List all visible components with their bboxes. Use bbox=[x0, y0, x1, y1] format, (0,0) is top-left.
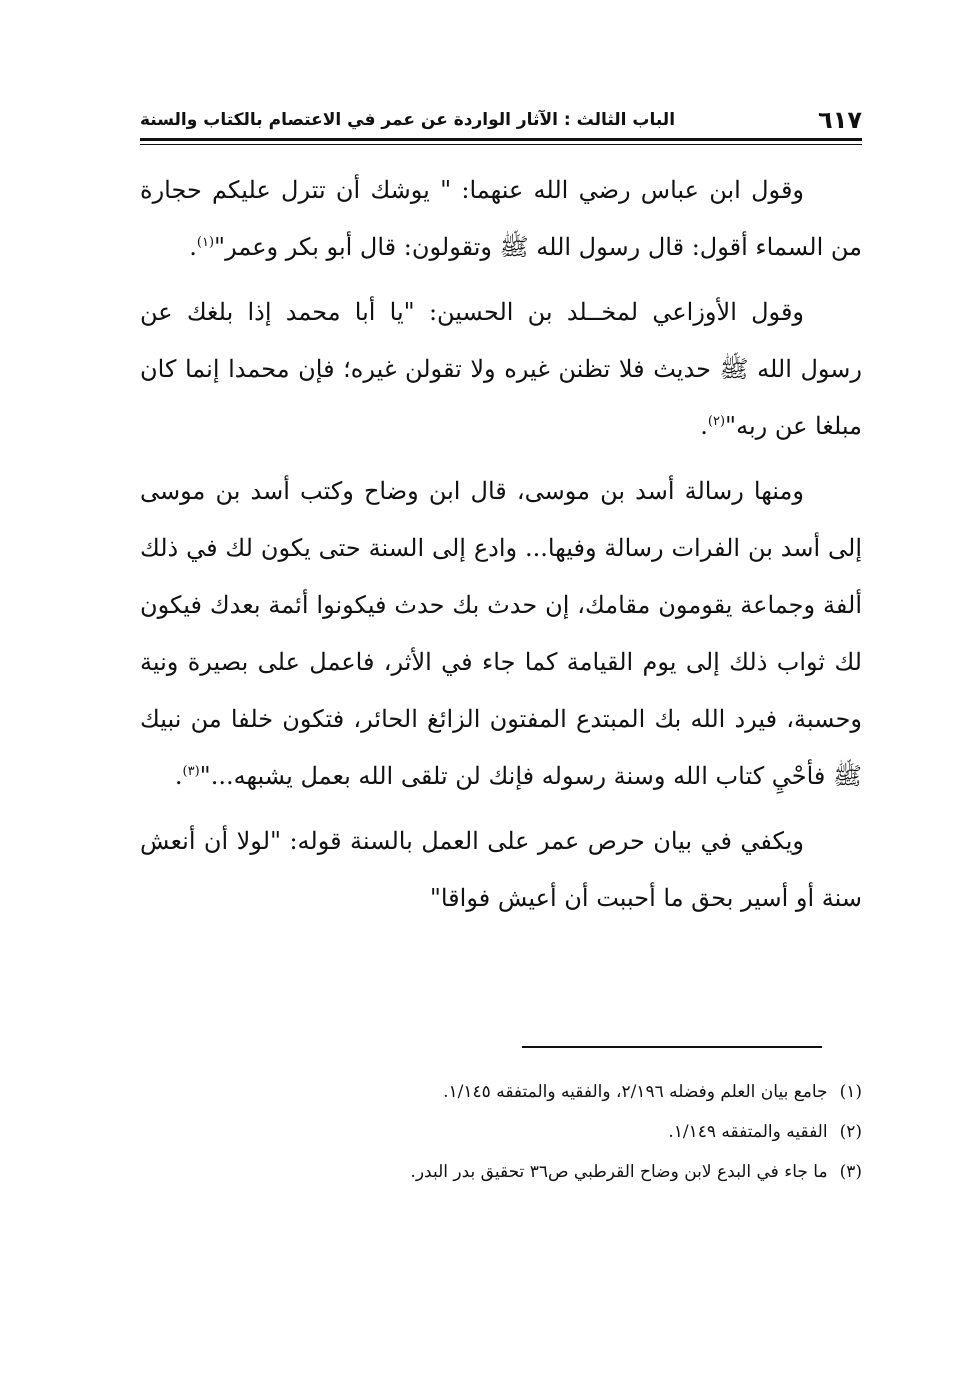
running-title: الباب الثالث : الآثار الواردة عن عمر في الاعتصام بالكتاب والسنة bbox=[140, 110, 676, 130]
header-rule-thin bbox=[140, 144, 862, 145]
paragraph-text: وقول ابن عباس رضي الله عنهما: " يوشك أن تترل عليكم حجارة من السماء أقول: قال رسول الله ﷺ وتقولون: قال أبو بكر وعمر" bbox=[140, 176, 862, 261]
footnote-text: الفقيه والمتفقه ١/١٤٩. bbox=[668, 1122, 828, 1142]
paragraph-end: . bbox=[700, 412, 708, 440]
paragraph-end: . bbox=[189, 233, 197, 261]
page-header bbox=[140, 94, 862, 136]
footnote-number: (٢) bbox=[839, 1122, 862, 1142]
paragraph bbox=[140, 284, 862, 455]
footnote-text: جامع بيان العلم وفضله ٢/١٩٦، والفقيه والمتفقه ١/١٤٥. bbox=[443, 1082, 828, 1102]
footnote-text: ما جاء في البدع لابن وضاح القرطبي ص٣٦ تحقيق بدر البدر. bbox=[410, 1162, 828, 1182]
footnote-separator bbox=[522, 1046, 822, 1048]
paragraph bbox=[140, 162, 862, 276]
footnote-item bbox=[140, 1072, 862, 1112]
main-text bbox=[140, 162, 862, 935]
header-rule-thick bbox=[140, 138, 862, 141]
footnote-number: (٣) bbox=[839, 1162, 862, 1182]
paragraph bbox=[140, 463, 862, 805]
footnote-item bbox=[140, 1152, 862, 1192]
footnote-item bbox=[140, 1112, 862, 1152]
paragraph-text: ويكفي في بيان حرص عمر على العمل بالسنة قوله: "لولا أن أنعش سنة أو أسير بحق ما أحببت أن أعيش فواقا" bbox=[140, 827, 862, 912]
paragraph-text: ومنها رسالة أسد بن موسى، قال ابن وضاح وكتب أسد بن موسى إلى أسد بن الفرات رسالة وفيها... وادع إلى السنة حتى يكون لك في ذلك ألفة وجماعة يقومون مقامك، إن حدث بك حدث فيكونوا أئمة بعدك فيكون لك ثواب ذلك إلى يوم القيامة كما جاء في الأثر، فاعمل على بصيرة ونية وحسبة، فيرد الله بك المبتدع المفتون الزائغ الحائر، فتكون خلفا من نبيك ﷺ فأحْيِ كتاب الله وسنة رسوله فإنك لن تلقى الله بعمل يشبهه..." bbox=[140, 477, 862, 790]
footnote-ref[interactable]: (٢) bbox=[707, 414, 726, 429]
paragraph-text: وقول الأوزاعي لمخــلد بن الحسين: "يا أبا محمد إذا بلغك عن رسول الله ﷺ حديث فلا تظنن غيره ولا تقولن غيره؛ فإن محمدا إنما كان مبلغا عن ربه" bbox=[140, 298, 862, 440]
footnote-ref[interactable]: (٣) bbox=[182, 764, 200, 779]
footnote-number: (١) bbox=[839, 1082, 862, 1102]
paragraph bbox=[140, 813, 862, 927]
paragraph-end: . bbox=[174, 762, 183, 790]
footnote-ref[interactable]: (١) bbox=[196, 235, 215, 250]
footnotes bbox=[140, 1072, 862, 1192]
page-number: ٦١٧ bbox=[818, 106, 862, 134]
